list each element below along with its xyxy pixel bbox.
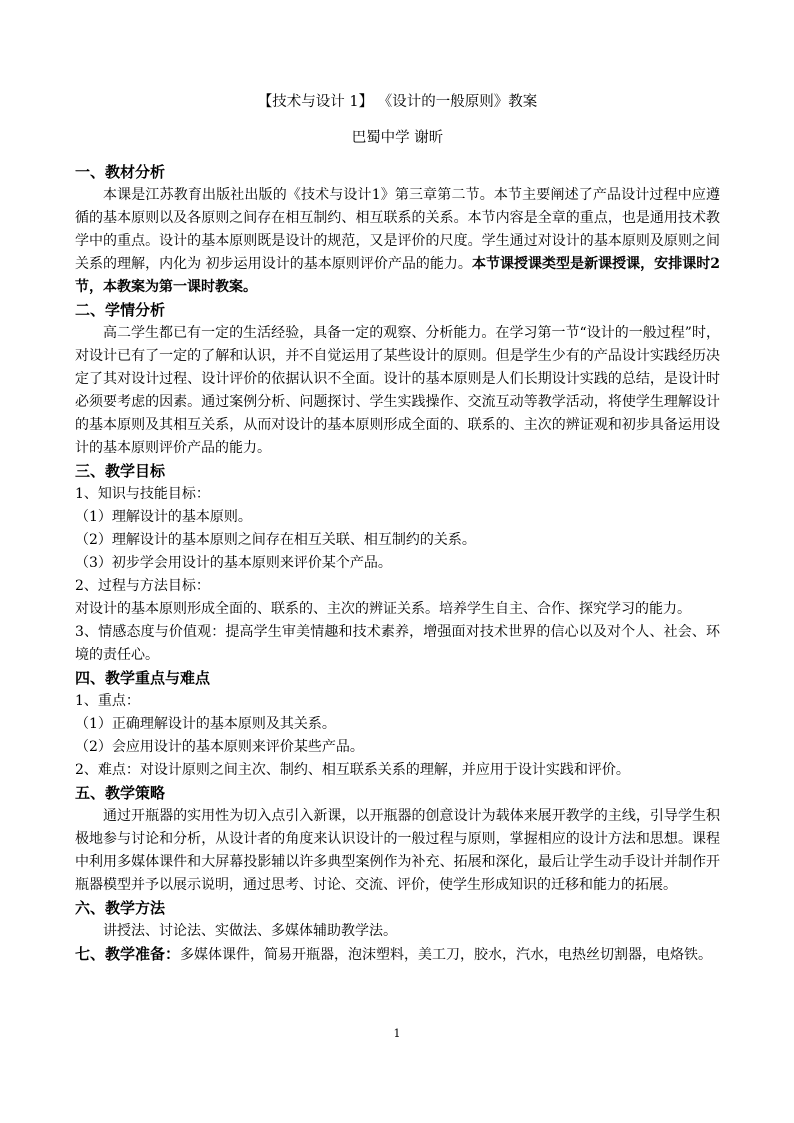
goal-line: 1、知识与技能目标： bbox=[75, 486, 210, 502]
section-heading-textbook-analysis: 一、教材分析 bbox=[75, 163, 166, 181]
document-page bbox=[75, 92, 720, 967]
goal-line: 对设计的基本原则形成全面的、联系的、主次的辨证关系。培养学生自主、合作、探究学习的能力。 bbox=[75, 601, 691, 617]
goal-line: （1）理解设计的基本原则。 bbox=[75, 509, 252, 525]
document-title: 【技术与设计 1】 《设计的一般原则》教案 bbox=[257, 94, 538, 110]
section-heading-key-points: 四、教学重点与难点 bbox=[75, 669, 211, 687]
goal-line: 2、过程与方法目标： bbox=[75, 578, 210, 594]
textbook-analysis-body: 本课是江苏教育出版社出版的《技术与设计1》第三章第二节。本节主要阐述了产品设计过程中应遵循的基本原则以及各原则之间存在相互制约、相互联系的关系。本节内容是全章的重点，也是通用技术教学中的重点。设计的基本原则既是设计的规范，又是评价的尺度。学生通过对设计的基本原则及原则之间关系的理解，内化为 初步运用设计的基本原则评价产品的能力。 bbox=[75, 187, 720, 272]
section-text-teaching-methods: 讲授法、讨论法、实做法、多媒体辅助教学法。 bbox=[103, 923, 397, 939]
section-text-teaching-preparation: 多媒体课件，简易开瓶器，泡沫塑料，美工刀，胶水，汽水，电热丝切割器，电烙铁。 bbox=[180, 947, 713, 963]
goal-line: 3、情感态度与价值观：提高学生审美情趣和技术素养，增强面对技术世界的信心以及对个人、社会、环境的责任心。 bbox=[75, 624, 720, 663]
author-line: 巴蜀中学 谢昕 bbox=[351, 130, 444, 146]
section-text-teaching-strategy: 通过开瓶器的实用性为切入点引入新课，以开瓶器的创意设计为载体来展开教学的主线，引导学生积极地参与讨论和分析，从设计者的角度来认识设计的一般过程与原则，掌握相应的设计方法和思想。课程中利用多媒体课件和大屏幕投影辅以许多典型案例作为补充、拓展和深化，最后让学生动手设计并制作开瓶器模型并予以展示说明，通过思考、讨论、交流、评价，使学生形成知识的迁移和能力的拓展。 bbox=[75, 808, 720, 893]
textbook-analysis-bold: 本节课授课类型是新课授课，安排课时2节，本教案为第一课时教案。 bbox=[75, 256, 720, 295]
goal-line: （2）理解设计的基本原则之间存在相互关联、相互制约的关系。 bbox=[75, 532, 476, 548]
section-text-student-analysis: 高二学生都已有一定的生活经验，具备一定的观察、分析能力。在学习第一节“设计的一般过程”时，对设计已有了一定的了解和认识，并不自觉运用了某些设计的原则。但是学生少有的产品设计实践经历决定了其对设计过程、设计评价的依据认识不全面。设计的基本原则是人们长期设计实践的总结，是设计时必须要考虑的因素。通过案例分析、问题探讨、学生实践操作、交流互动等教学活动，将使学生理解设计的基本原则及其相互关系，从而对设计的基本原则形成全面的、联系的、主次的辨证观和初步具备运用设计的基本原则评价产品的能力。 bbox=[75, 325, 720, 456]
section-heading-teaching-strategy: 五、教学策略 bbox=[75, 784, 166, 802]
section-text-textbook-analysis bbox=[75, 184, 720, 299]
page-number: 1 bbox=[393, 1027, 401, 1040]
section-heading-teaching-preparation: 七、教学准备： bbox=[75, 945, 181, 963]
key-point-line: 2、难点：对设计原则之间主次、制约、相互联系关系的理解，并应用于设计实践和评价。 bbox=[75, 762, 630, 778]
key-point-line: （2）会应用设计的基本原则来评价某些产品。 bbox=[75, 739, 364, 755]
section-heading-teaching-goals: 三、教学目标 bbox=[75, 462, 166, 480]
section-teaching-preparation bbox=[75, 943, 720, 967]
key-point-line: （1）正确理解设计的基本原则及其关系。 bbox=[75, 716, 336, 732]
section-heading-teaching-methods: 六、教学方法 bbox=[75, 899, 166, 917]
goal-line: （3）初步学会用设计的基本原则来评价某个产品。 bbox=[75, 555, 392, 571]
key-point-line: 1、重点： bbox=[75, 693, 140, 709]
section-heading-student-analysis: 二、学情分析 bbox=[75, 301, 166, 319]
